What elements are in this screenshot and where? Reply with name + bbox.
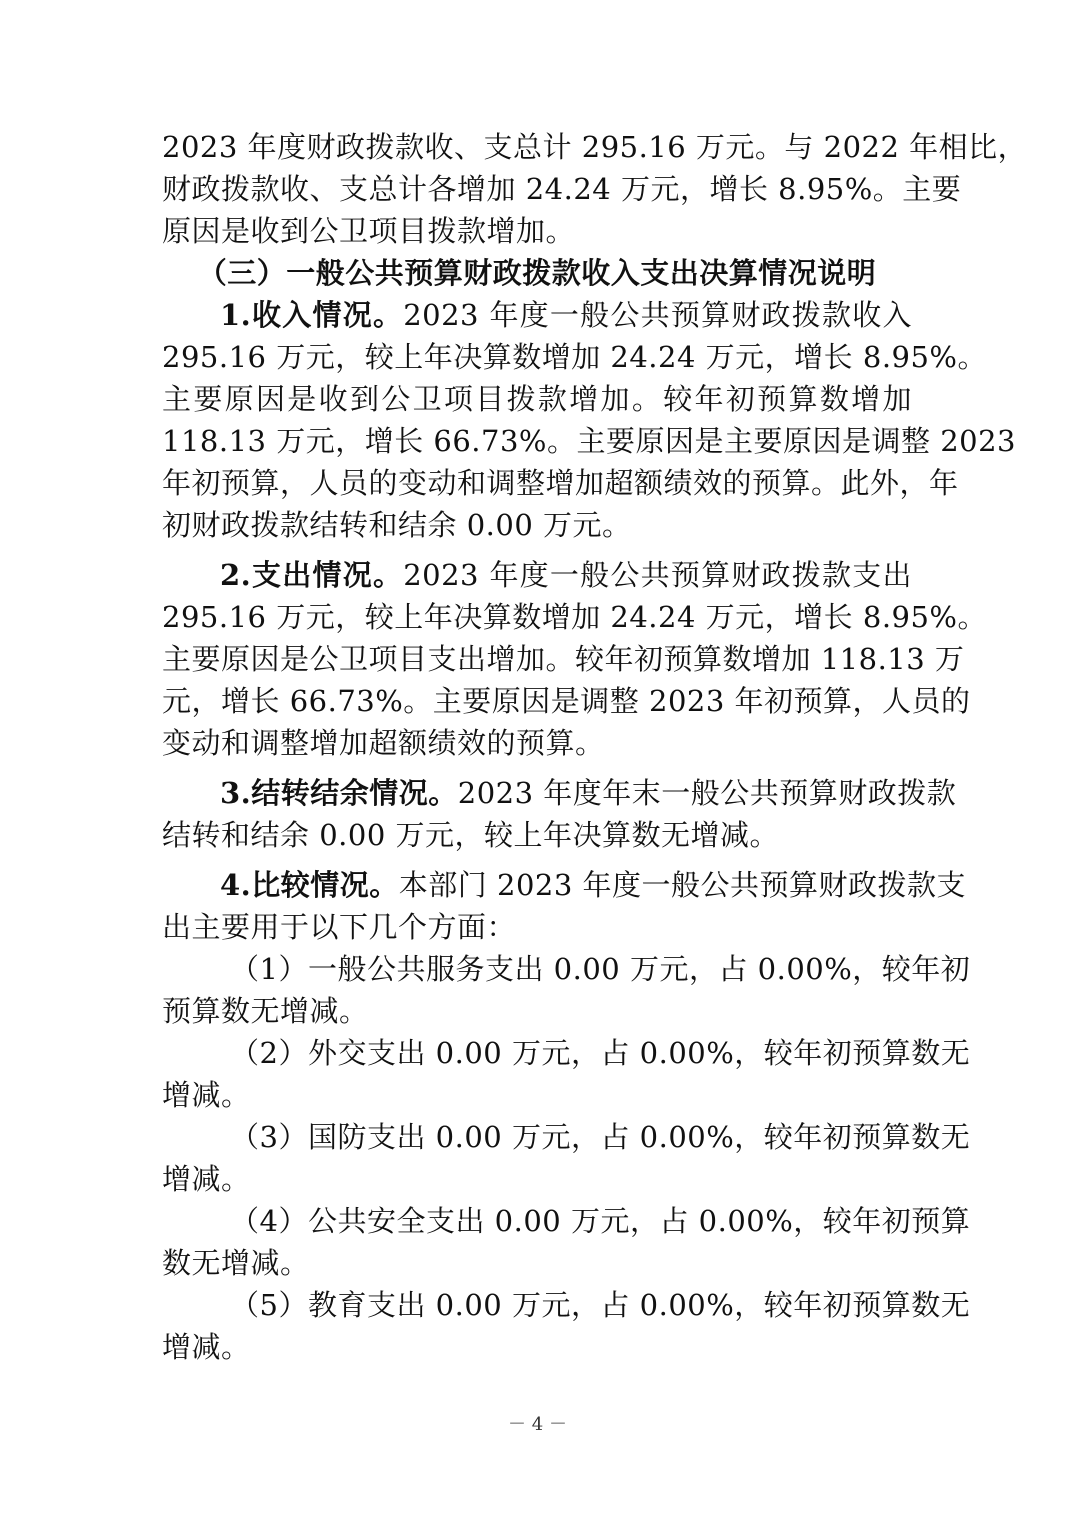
text-line: 主要原因是收到公卫项目拨款增加。较年初预算数增加 (162, 382, 912, 416)
section-heading: （三）一般公共预算财政拨款收入支出决算情况说明 (197, 256, 877, 290)
text-line: 数无增减。 (162, 1246, 310, 1280)
text-line: （5）教育支出 0.00 万元，占 0.00%，较年初预算数无 (230, 1288, 971, 1322)
list-item (162, 1200, 971, 1284)
text-line (162, 864, 967, 906)
text-line: 295.16 万元，较上年决算数增加 24.24 万元，增长 8.95%。 (162, 600, 987, 634)
text-line: 出主要用于以下几个方面： (162, 910, 517, 944)
text-line: 元，增长 66.73%。主要原因是调整 2023 年初预算，人员的 (162, 684, 971, 718)
text-line: （1）一般公共服务支出 0.00 万元，占 0.00%，较年初 (230, 952, 971, 986)
income-paragraph (162, 294, 1017, 546)
text-line: （3）国防支出 0.00 万元，占 0.00%，较年初预算数无 (230, 1120, 971, 1154)
expense-text: 2023 年度一般公共预算财政拨款支出 (403, 558, 912, 592)
expense-paragraph (162, 554, 987, 764)
carryover-paragraph (162, 772, 957, 856)
page-number: － 4 － (508, 1414, 567, 1435)
income-label: 1.收入情况。 (220, 298, 404, 332)
text-line: 预算数无增减。 (162, 994, 369, 1028)
text-line: 变动和调整增加超额绩效的预算。 (162, 726, 605, 760)
text-line: （2）外交支出 0.00 万元，占 0.00%，较年初预算数无 (230, 1036, 971, 1070)
text-line: 增减。 (162, 1330, 251, 1364)
expense-label: 2.支出情况。 (220, 558, 404, 592)
text-line: 118.13 万元，增长 66.73%。主要原因是主要原因是调整 2023 (162, 424, 1017, 458)
text-line: 主要原因是公卫项目支出增加。较年初预算数增加 118.13 万 (162, 642, 965, 676)
text-line: 增减。 (162, 1162, 251, 1196)
intro-paragraph (162, 126, 1028, 252)
text-line: （4）公共安全支出 0.00 万元，占 0.00%，较年初预算 (230, 1204, 971, 1238)
text-line: 初财政拨款结转和结余 0.00 万元。 (162, 508, 632, 542)
list-item (162, 948, 971, 1032)
carryover-label: 3.结转结余情况。 (220, 776, 458, 810)
text-line: 295.16 万元，较上年决算数增加 24.24 万元，增长 8.95%。 (162, 340, 987, 374)
text-line: 年初预算，人员的变动和调整增加超额绩效的预算。此外，年 (162, 466, 959, 500)
text-line (162, 554, 912, 596)
text-line: 原因是收到公卫项目拨款增加。 (162, 214, 576, 248)
list-item (162, 1032, 971, 1116)
comparison-label: 4.比较情况。 (220, 868, 399, 902)
text-line (162, 772, 957, 814)
text-line: 2023 年度财政拨款收、支总计 295.16 万元。与 2022 年相比， (162, 130, 1028, 164)
text-line (162, 294, 912, 336)
text-line: 增减。 (162, 1078, 251, 1112)
list-item (162, 1284, 971, 1368)
carryover-text: 2023 年度年末一般公共预算财政拨款 (457, 776, 957, 810)
text-line: 财政拨款收、支总计各增加 24.24 万元，增长 8.95%。主要 (162, 172, 962, 206)
income-text: 2023 年度一般公共预算财政拨款收入 (403, 298, 912, 332)
comparison-paragraph (162, 864, 967, 948)
comparison-text: 本部门 2023 年度一般公共预算财政拨款支 (398, 868, 967, 902)
document-body (162, 126, 1028, 1368)
list-item (162, 1116, 971, 1200)
text-line: 结转和结余 0.00 万元，较上年决算数无增减。 (162, 818, 780, 852)
